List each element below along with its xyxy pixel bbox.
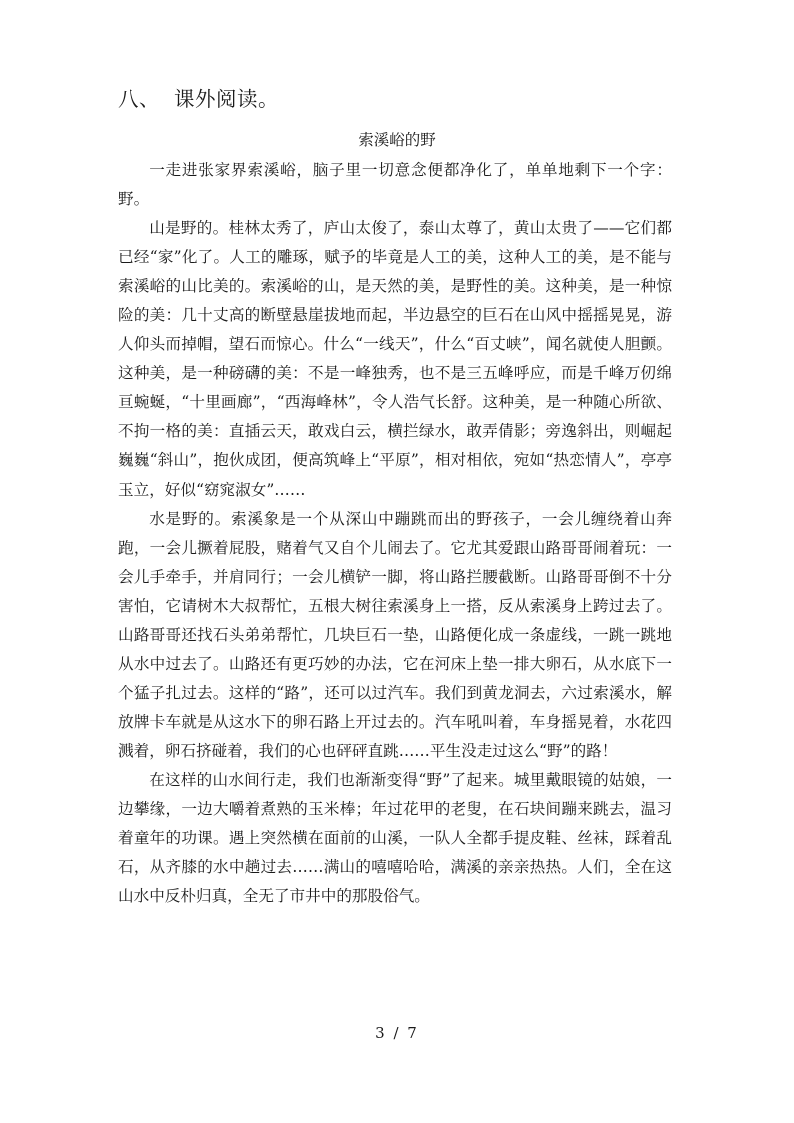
paragraph: 水是野的。索溪象是一个从深山中蹦跳而出的野孩子，一会儿缠绕着山奔跑，一会儿撅着屁股，赌着气又自个儿闹去了。它尤其爱跟山路哥哥闹着玩：一会儿手牵手，并肩同行；一会儿横铲一脚，将山路拦腰截断。山路哥哥倒不十分害怕，它请树木大叔帮忙，五根大树往索溪身上一搭，反从索溪身上跨过去了。山路哥哥还找石头弟弟帮忙，几块巨石一垫，山路便化成一条虚线，一跳一跳地从水中过去了。山路还有更巧妙的办法，它在河床上垫一排大卵石，从水底下一个猛子扎过去。这样的“路”，还可以过汽车。我们到黄龙洞去，六过索溪水，解放牌卡车就是从这水下的卵石路上开过去的。汽车吼叫着，车身摇晃着，水花四溅着，卵石挤碰着，我们的心也砰砰直跳……平生没走过这么“野”的路！ — [118, 509, 672, 760]
paragraph: 一走进张家界索溪峪，脑子里一切意念便都净化了，单单地剩下一个字：野。 — [118, 161, 672, 209]
paragraph: 在这样的山水间行走，我们也渐渐变得“野”了起来。城里戴眼镜的姑娘，一边攀缘，一边大嚼着煮熟的玉米棒；年过花甲的老叟，在石块间蹦来跳去，温习着童年的功课。遇上突然横在面前的山溪，一队人全都手提皮鞋、丝袜，踩着乱石，从齐膝的水中趟过去……满山的嘻嘻哈哈，满溪的亲亲热热。人们，全在这山水中反朴归真，全无了市井中的那股俗气。 — [118, 770, 672, 906]
article-body — [118, 156, 672, 911]
section-number: 八、 — [118, 87, 160, 111]
section-title: 课外阅读。 — [174, 87, 279, 111]
paragraph: 山是野的。桂林太秀了，庐山太俊了，泰山太尊了，黄山太贵了——它们都已经“家”化了。人工的雕琢，赋予的毕竟是人工的美，这种人工的美，是不能与索溪峪的山比美的。索溪峪的山，是天然的美，是野性的美。这种美，是一种惊险的美：几十丈高的断壁悬崖拔地而起，半边悬空的巨石在山风中摇摇晃晃，游人仰头而掉帽，望石而惊心。什么“一线天”，什么“百丈峡”，闻名就使人胆颤。这种美，是一种磅礴的美：不是一峰独秀，也不是三五峰呼应，而是千峰万仞绵亘蜿蜒，“十里画廊”，“西海峰林”，令人浩气长舒。这种美，是一种随心所欲、不拘一格的美：直插云天，敢戏白云，横拦绿水，敢弄倩影；旁逸斜出，则崛起巍巍“斜山”，抱伙成团，便高筑峰上“平原”，相对相依，宛如“热恋情人”，亭亭玉立，好似“窈窕淑女”…… — [118, 219, 672, 499]
page-number: 3 / 7 — [375, 1024, 419, 1042]
article-title: 索溪峪的野 — [358, 131, 436, 149]
section-heading — [118, 84, 279, 114]
